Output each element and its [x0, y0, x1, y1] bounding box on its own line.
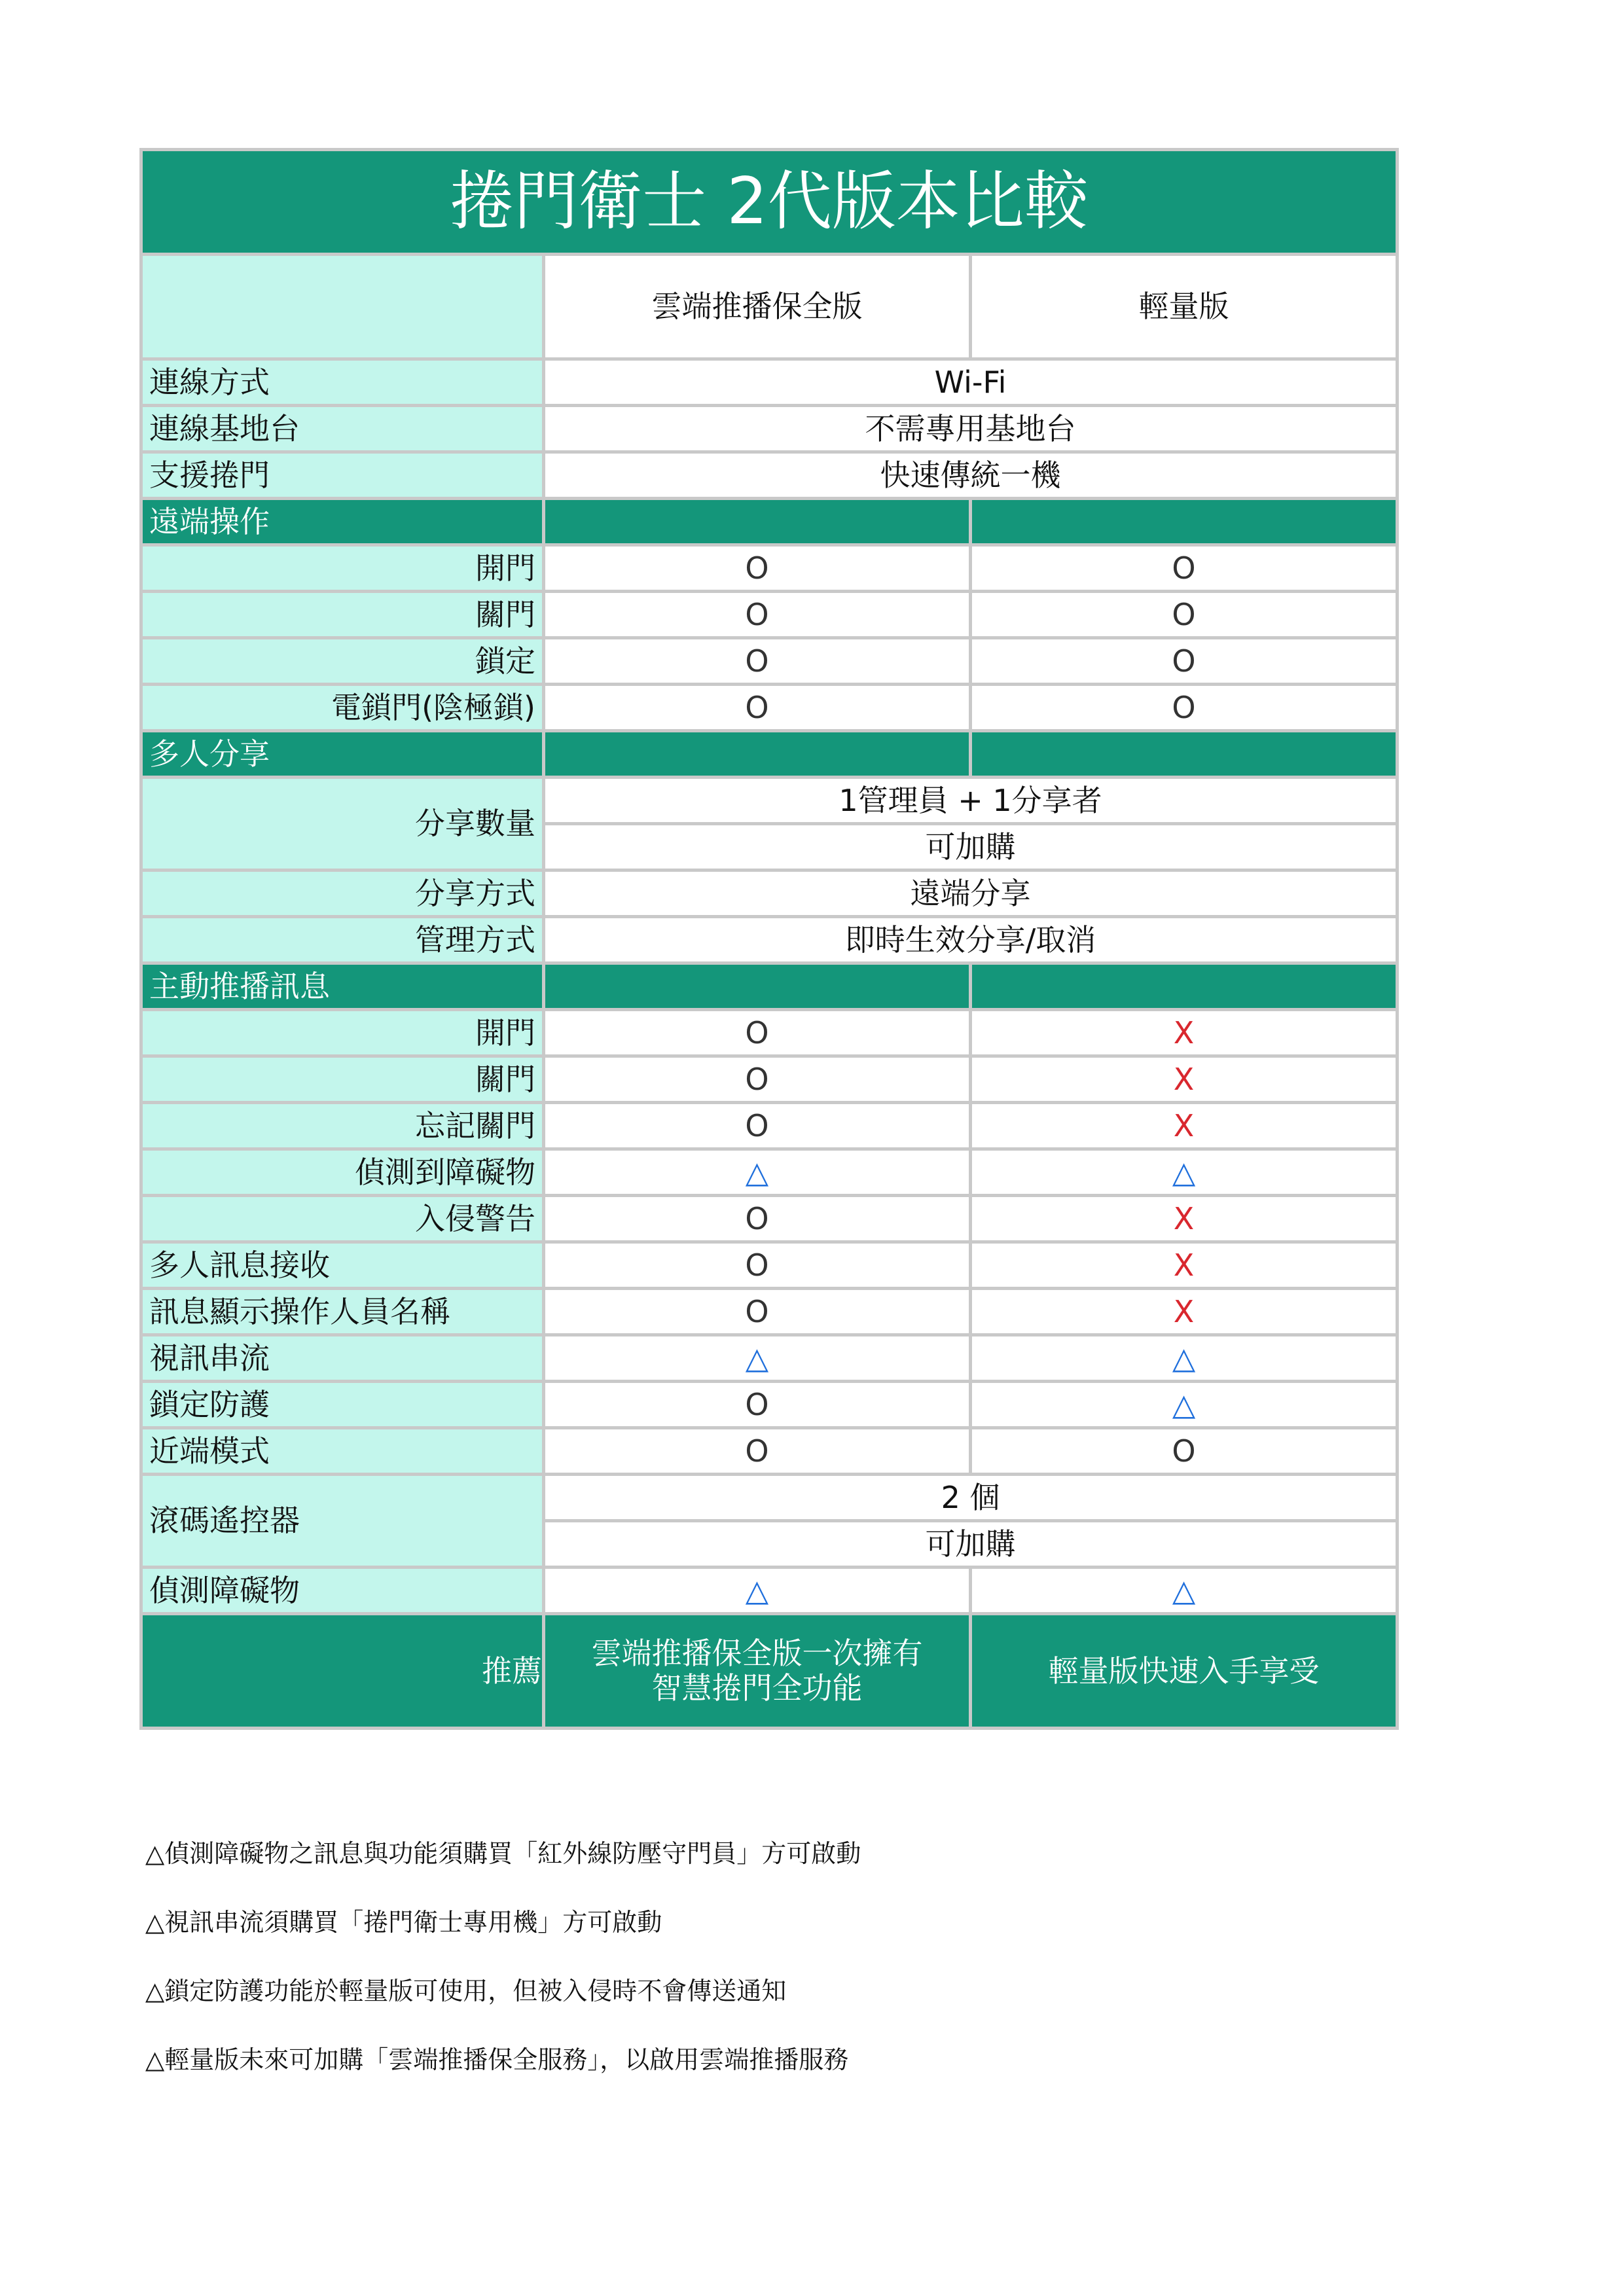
row-label: 管理方式 — [141, 917, 544, 963]
table-row — [141, 1010, 1398, 1056]
pro-mark: O — [544, 1428, 971, 1475]
pro-mark: O — [544, 545, 971, 592]
lite-mark: △ — [971, 1568, 1398, 1614]
header-empty-cell — [141, 255, 544, 359]
row-value: 可加購 — [544, 824, 1398, 870]
lite-mark: O — [971, 685, 1398, 731]
table-row — [141, 778, 1398, 824]
column-header-row — [141, 255, 1398, 359]
footnote: △偵測障礙物之訊息與功能須購買「紅外線防壓守門員」方可啟動 — [145, 1839, 861, 1868]
lite-mark: O — [971, 638, 1398, 685]
section-header-remote — [141, 499, 1398, 545]
comparison-table — [139, 148, 1399, 1730]
recommend-pro-line1: 雲端推播保全版一次擁有 — [591, 1636, 923, 1672]
pro-mark: △ — [544, 1568, 971, 1614]
pro-mark: O — [544, 1056, 971, 1103]
row-value: 不需專用基地台 — [544, 406, 1398, 452]
row-label: 忘記關門 — [141, 1103, 544, 1149]
pro-mark: O — [544, 592, 971, 638]
row-label: 支援捲門 — [141, 452, 544, 499]
table-row — [141, 359, 1398, 406]
table-row — [141, 545, 1398, 592]
table-row — [141, 917, 1398, 963]
footnote: △輕量版未來可加購「雲端推播保全服務」，以啟用雲端推播服務 — [145, 2045, 849, 2074]
row-value: 2 個 — [544, 1475, 1398, 1521]
section-title: 主動推播訊息 — [141, 963, 544, 1010]
table-row — [141, 870, 1398, 917]
lite-mark: X — [971, 1010, 1398, 1056]
pro-mark: O — [544, 1289, 971, 1335]
pro-mark: O — [544, 685, 971, 731]
row-value: 可加購 — [544, 1521, 1398, 1568]
section-fill — [971, 963, 1398, 1010]
section-header-share — [141, 731, 1398, 778]
lite-mark: △ — [971, 1335, 1398, 1382]
row-label: 連線基地台 — [141, 406, 544, 452]
table-row — [141, 1103, 1398, 1149]
recommend-lite: 輕量版快速入手享受 — [971, 1614, 1398, 1729]
row-label: 近端模式 — [141, 1428, 544, 1475]
pro-mark: O — [544, 1196, 971, 1242]
lite-mark: O — [971, 545, 1398, 592]
pro-mark: O — [544, 1103, 971, 1149]
table-row — [141, 1475, 1398, 1521]
lite-mark: X — [971, 1242, 1398, 1289]
footnote: △視訊串流須購買「捲門衛士專用機」方可啟動 — [145, 1908, 662, 1937]
pro-mark: O — [544, 638, 971, 685]
row-label: 訊息顯示操作人員名稱 — [141, 1289, 544, 1335]
table-row — [141, 1335, 1398, 1382]
section-title: 遠端操作 — [141, 499, 544, 545]
table-row — [141, 685, 1398, 731]
lite-mark: X — [971, 1103, 1398, 1149]
row-label: 多人訊息接收 — [141, 1242, 544, 1289]
row-label: 鎖定 — [141, 638, 544, 685]
recommend-pro — [544, 1614, 971, 1729]
lite-mark: O — [971, 1428, 1398, 1475]
pro-mark: △ — [544, 1149, 971, 1196]
row-value: 快速傳統一機 — [544, 452, 1398, 499]
row-label: 電鎖門(陰極鎖) — [141, 685, 544, 731]
row-label: 鎖定防護 — [141, 1382, 544, 1428]
row-label: 入侵警告 — [141, 1196, 544, 1242]
table-row — [141, 592, 1398, 638]
row-label: 偵測到障礙物 — [141, 1149, 544, 1196]
lite-mark: △ — [971, 1382, 1398, 1428]
row-value: 即時生效分享/取消 — [544, 917, 1398, 963]
recommend-pro-line2: 智慧捲門全功能 — [651, 1670, 863, 1706]
pro-mark: O — [544, 1242, 971, 1289]
column-header-lite: 輕量版 — [971, 255, 1398, 359]
row-label: 偵測障礙物 — [141, 1568, 544, 1614]
lite-mark: X — [971, 1056, 1398, 1103]
footnote: △鎖定防護功能於輕量版可使用，但被入侵時不會傳送通知 — [145, 1977, 787, 2005]
pro-mark: O — [544, 1010, 971, 1056]
table-row — [141, 1056, 1398, 1103]
lite-mark: X — [971, 1196, 1398, 1242]
table-row — [141, 1382, 1398, 1428]
table-row — [141, 1568, 1398, 1614]
row-label: 滾碼遙控器 — [141, 1475, 544, 1568]
row-label: 連線方式 — [141, 359, 544, 406]
row-value: 遠端分享 — [544, 870, 1398, 917]
section-title: 多人分享 — [141, 731, 544, 778]
recommend-row — [141, 1614, 1398, 1729]
recommend-label: 推薦 — [141, 1614, 544, 1729]
section-fill — [544, 963, 971, 1010]
pro-mark: O — [544, 1382, 971, 1428]
row-label: 開門 — [141, 545, 544, 592]
row-label: 分享數量 — [141, 778, 544, 870]
table-row — [141, 1149, 1398, 1196]
section-fill — [971, 731, 1398, 778]
page-title: 捲門衛士 2代版本比較 — [141, 150, 1398, 255]
section-fill — [971, 499, 1398, 545]
lite-mark: X — [971, 1289, 1398, 1335]
pro-mark: △ — [544, 1335, 971, 1382]
lite-mark: △ — [971, 1149, 1398, 1196]
table-row — [141, 406, 1398, 452]
table-row — [141, 1242, 1398, 1289]
row-label: 分享方式 — [141, 870, 544, 917]
column-header-pro: 雲端推播保全版 — [544, 255, 971, 359]
title-row — [141, 150, 1398, 255]
row-value: 1管理員 + 1分享者 — [544, 778, 1398, 824]
section-fill — [544, 731, 971, 778]
row-label: 開門 — [141, 1010, 544, 1056]
table-row — [141, 638, 1398, 685]
lite-mark: O — [971, 592, 1398, 638]
section-header-push — [141, 963, 1398, 1010]
row-label: 關門 — [141, 1056, 544, 1103]
row-label: 關門 — [141, 592, 544, 638]
table-row — [141, 1289, 1398, 1335]
table-row — [141, 1196, 1398, 1242]
section-fill — [544, 499, 971, 545]
row-value: Wi-Fi — [544, 359, 1398, 406]
footnotes — [145, 1837, 1585, 2112]
table-row — [141, 452, 1398, 499]
table-row — [141, 1428, 1398, 1475]
row-label: 視訊串流 — [141, 1335, 544, 1382]
